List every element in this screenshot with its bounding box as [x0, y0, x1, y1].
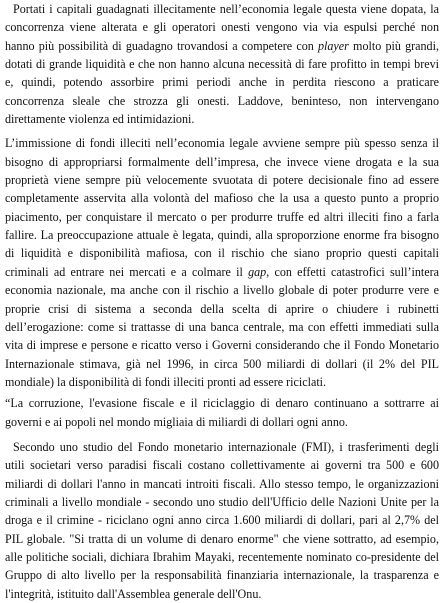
paragraph-3	[5, 394, 439, 431]
paragraph-1	[5, 0, 439, 128]
paragraph-1-text-b: molto più grandi, dotati di grande liquidità e che non hanno alcuna necessità di fare profitto in tempi brevi e, quindi, potendo assorbire primi periodi anche in perdita riescono a praticare concorrenza sleale che strozza gli onesti. Laddove, beninteso, non intervengano direttamente violenza ed intimidazioni.	[5, 38, 439, 127]
paragraph-2-text-a: L’immissione di fondi illeciti nell’economia legale avviene sempre più spesso senza il bisogno di appropriarsi formalmente dell’impresa, che invece viene drogata e la sua proprietà viene sempre più velocemente svuotata di potere decisionale fino ad essere completamente asservita alla volontà del mafioso che la usa a questo punto a proprio piacimento, per conquistare il mercato o per produrre truffe ed altri illeciti fino a farla fallire. La preoccupazione attuale è legata, quindi, alla sproporzione enorme fra bisogno di liquidità e disponibilità mafiosa, con il rischio che siano proprio questi capitali criminali ad entrare nei mercati e a colmare il	[5, 136, 439, 279]
paragraph-2	[5, 134, 439, 391]
paragraph-4	[5, 438, 439, 603]
paragraph-2-italic-term: gap	[248, 264, 267, 279]
paragraph-3-text: “La corruzione, l'evasione fiscale e il riciclaggio di denaro continuano a sottrarre ai governi e ai popoli nel mondo migliaia di miliardi di dollari ogni anno.	[5, 396, 439, 429]
document-page	[5, 0, 439, 603]
paragraph-1-italic-term: player	[317, 38, 349, 53]
paragraph-4-text: Secondo uno studio del Fondo monetario internazionale (FMI), i trasferimenti degli utili societari verso paradisi fiscali costano collettivamente ai governi tra 500 e 600 miliardi di dollari l'anno in mancati introiti fiscali. Allo stesso tempo, le organizzazioni criminali a livello mondiale - secondo uno studio dell'Ufficio delle Nazioni Unite per la droga e il crimine - riciclano ogni anno circa 1.600 miliardi di dollari, pari al 2,7% del PIL globale. "Si tratta di un volume di denaro enorme" che viene sottratto, ad esempio, alle politiche sociali, dichiara Ibrahim Mayaki, recentemente nominato co-presidente del Gruppo di alto livello per la responsabilità finanziaria internazionale, la trasparenza e l'integrità, istituito dall'Assemblea generale dell'Onu.	[5, 439, 439, 601]
paragraph-2-text-b: , con effetti catastrofici sull’intera economia nazionale, ma anche con il rischio a livello globale di poter produrre vere e proprie crisi di sistema a seconda della scelta di aprire o chiudere i rubinetti dell’erogazione: come si trattasse di una banca centrale, ma con effetti immediati sulla vita di imprese e persone e ricatto verso i Governi considerando che il Fondo Monetario Internazionale stimava, già nel 1996, in circa 500 miliardi di dollari (il 2% del PIL mondiale) la disponibilità di fondi illeciti pronti ad essere riciclati.	[5, 264, 439, 389]
paragraph-1-text-a: Portati i capitali guadagnati illecitamente nell’economia legale questa viene dopata, la concorrenza viene alterata e gli operatori onesti vengono via via espulsi perché non hanno più possibilità di guadagno trovandosi a competere con	[5, 2, 439, 53]
